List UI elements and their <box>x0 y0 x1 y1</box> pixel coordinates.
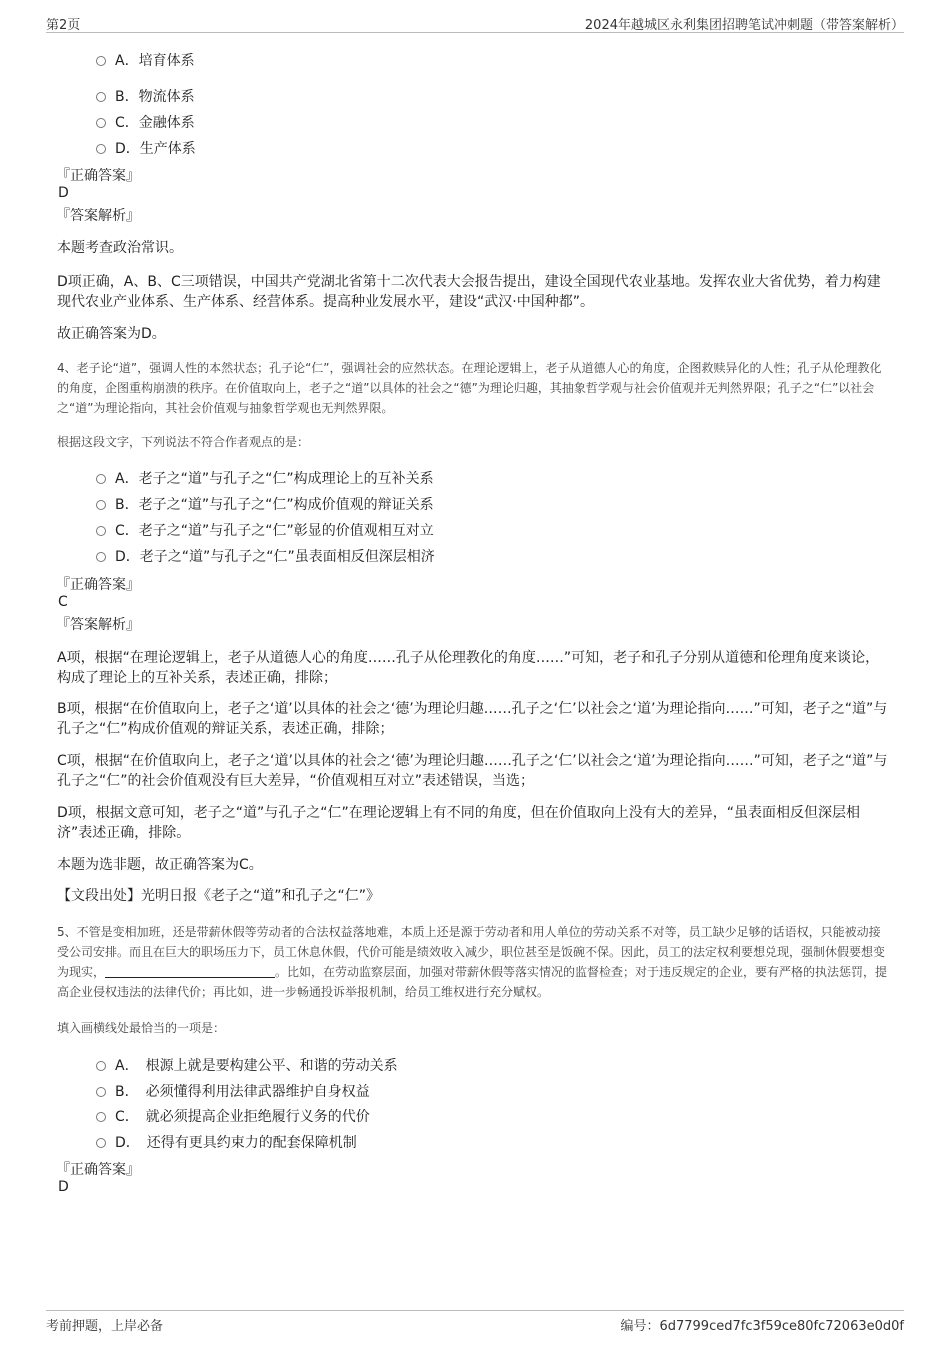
radio-icon[interactable] <box>96 474 106 484</box>
q3-option-c[interactable]: C．金融体系 <box>96 112 195 132</box>
q4-analysis-b: B项，根据“在价值取向上，老子之‘道’以具体的社会之‘德’为理论归趣……孔子之‘仁’以社会之‘道’为理论指向……”可知，老子之“道”与孔子之“仁”构成价值观的辩证关系，表述正确，排除； <box>57 701 888 737</box>
q3-option-d[interactable]: D．生产体系 <box>96 138 196 158</box>
q5-option-b[interactable]: B． 必须懂得利用法律武器维护自身权益 <box>96 1081 370 1101</box>
q5-question: 填入画横线处最恰当的一项是： <box>57 1021 226 1035</box>
fill-blank <box>105 965 275 978</box>
q4-conclusion: 本题为选非题，故正确答案为C。 <box>57 857 263 873</box>
q5-option-a[interactable]: A． 根源上就是要构建公平、和谐的劳动关系 <box>96 1055 398 1075</box>
q4-option-d[interactable]: D．老子之“道”与孔子之“仁”虽表面相反但深层相济 <box>96 546 435 566</box>
radio-icon[interactable] <box>96 144 106 154</box>
page-number: 第2页 <box>46 18 81 33</box>
radio-icon[interactable] <box>96 552 106 562</box>
q5-option-c[interactable]: C． 就必须提高企业拒绝履行义务的代价 <box>96 1106 370 1126</box>
q5-answer: D <box>58 1179 69 1195</box>
q4-analysis-label: 『答案解析』 <box>56 617 140 633</box>
radio-icon[interactable] <box>96 500 106 510</box>
radio-icon[interactable] <box>96 118 106 128</box>
q4-answer-label: 『正确答案』 <box>56 577 140 593</box>
radio-icon[interactable] <box>96 1112 106 1122</box>
document-id: 编号：6d7799ced7fc3f59ce80fc72063e0d0f <box>620 1319 904 1334</box>
q4-analysis-c: C项，根据“在价值取向上，老子之‘道’以具体的社会之‘德’为理论归趣……孔子之‘仁’以社会之‘道’为理论指向……”可知，老子之“道”与孔子之“仁”的社会价值观没有巨大差异，“价值观相互对立”表述错误，当选； <box>57 753 888 789</box>
q3-option-b[interactable]: B．物流体系 <box>96 86 195 106</box>
q3-analysis-p1: 本题考查政治常识。 <box>57 240 183 256</box>
q5-stem: 5、不管是变相加班，还是带薪休假等劳动者的合法权益落地难，本质上还是源于劳动者和用人单位的劳动关系不对等，员工缺少足够的话语权，只能被动接受公司安排。而且在巨大的职场压力下，员工休息休假，代价可能是绩效收入减少，职位甚至是饭碗不保。因此，员工的法定权利要想兑现，强制休假要想变为现实， 。比如，在劳动监察层面，加强对带薪休假等落实情况的监督检查；对于违反规定的企业，要有严格的执法惩罚，提高企业侵权违法的法律代价；再比如，进一步畅通投诉举报机制，给员工维权进行充分赋权。 <box>57 925 888 999</box>
radio-icon[interactable] <box>96 1061 106 1071</box>
document-title: 2024年越城区永利集团招聘笔试冲刺题（带答案解析） <box>584 18 904 33</box>
q4-stem: 4、老子论“道”，强调人性的本然状态；孔子论“仁”，强调社会的应然状态。在理论逻辑上，老子从道德人心的角度，企图救赎异化的人性；孔子从伦理教化的角度，企图重构崩溃的秩序。在价值取向上，老子之“道”以具体的社会之“德”为理论归趣，其抽象哲学观与社会价值观并无判然界限；孔子之“仁”以社会之“道”为理论指向，其社会价值观与抽象哲学观也无判然界限。 <box>57 361 882 415</box>
page-footer <box>46 1310 904 1335</box>
page-header <box>46 12 904 33</box>
q3-option-a[interactable]: A．培育体系 <box>96 50 195 70</box>
q3-analysis-p2: D项正确，A、B、C三项错误，中国共产党湖北省第十二次代表大会报告提出，建设全国现代农业基地。发挥农业大省优势，着力构建现代农业产业体系、生产体系、经营体系。提高种业发展水平，建设“武汉·中国种都”。 <box>57 274 881 310</box>
q4-option-a[interactable]: A．老子之“道”与孔子之“仁”构成理论上的互补关系 <box>96 468 434 488</box>
q3-answer-label: 『正确答案』 <box>56 168 140 184</box>
radio-icon[interactable] <box>96 56 106 66</box>
radio-icon[interactable] <box>96 1087 106 1097</box>
q3-answer: D <box>58 185 69 201</box>
radio-icon[interactable] <box>96 1138 106 1148</box>
q4-analysis-d: D项，根据文意可知，老子之“道”与孔子之“仁”在理论逻辑上有不同的角度，但在价值取向上没有大的差异，“虽表面相反但深层相济”表述正确，排除。 <box>57 805 861 841</box>
q4-analysis-a: A项，根据“在理论逻辑上，老子从道德人心的角度……孔子从伦理教化的角度……”可知，老子和孔子分别从道德和伦理角度来谈论，构成了理论上的互补关系，表述正确，排除； <box>57 650 880 686</box>
q4-option-b[interactable]: B．老子之“道”与孔子之“仁”构成价值观的辩证关系 <box>96 494 434 514</box>
q4-answer: C <box>58 594 68 610</box>
q5-option-d[interactable]: D． 还得有更具约束力的配套保障机制 <box>96 1132 357 1152</box>
radio-icon[interactable] <box>96 526 106 536</box>
q3-analysis-p3: 故正确答案为D。 <box>57 326 166 342</box>
q4-question: 根据这段文字，下列说法不符合作者观点的是： <box>57 435 310 449</box>
q4-option-c[interactable]: C．老子之“道”与孔子之“仁”彰显的价值观相互对立 <box>96 520 434 540</box>
q3-analysis-label: 『答案解析』 <box>56 208 140 224</box>
q4-source: 【文段出处】光明日报《老子之“道”和孔子之“仁”》 <box>57 888 381 904</box>
radio-icon[interactable] <box>96 92 106 102</box>
footer-slogan: 考前押题，上岸必备 <box>46 1319 164 1334</box>
q5-answer-label: 『正确答案』 <box>56 1162 140 1178</box>
